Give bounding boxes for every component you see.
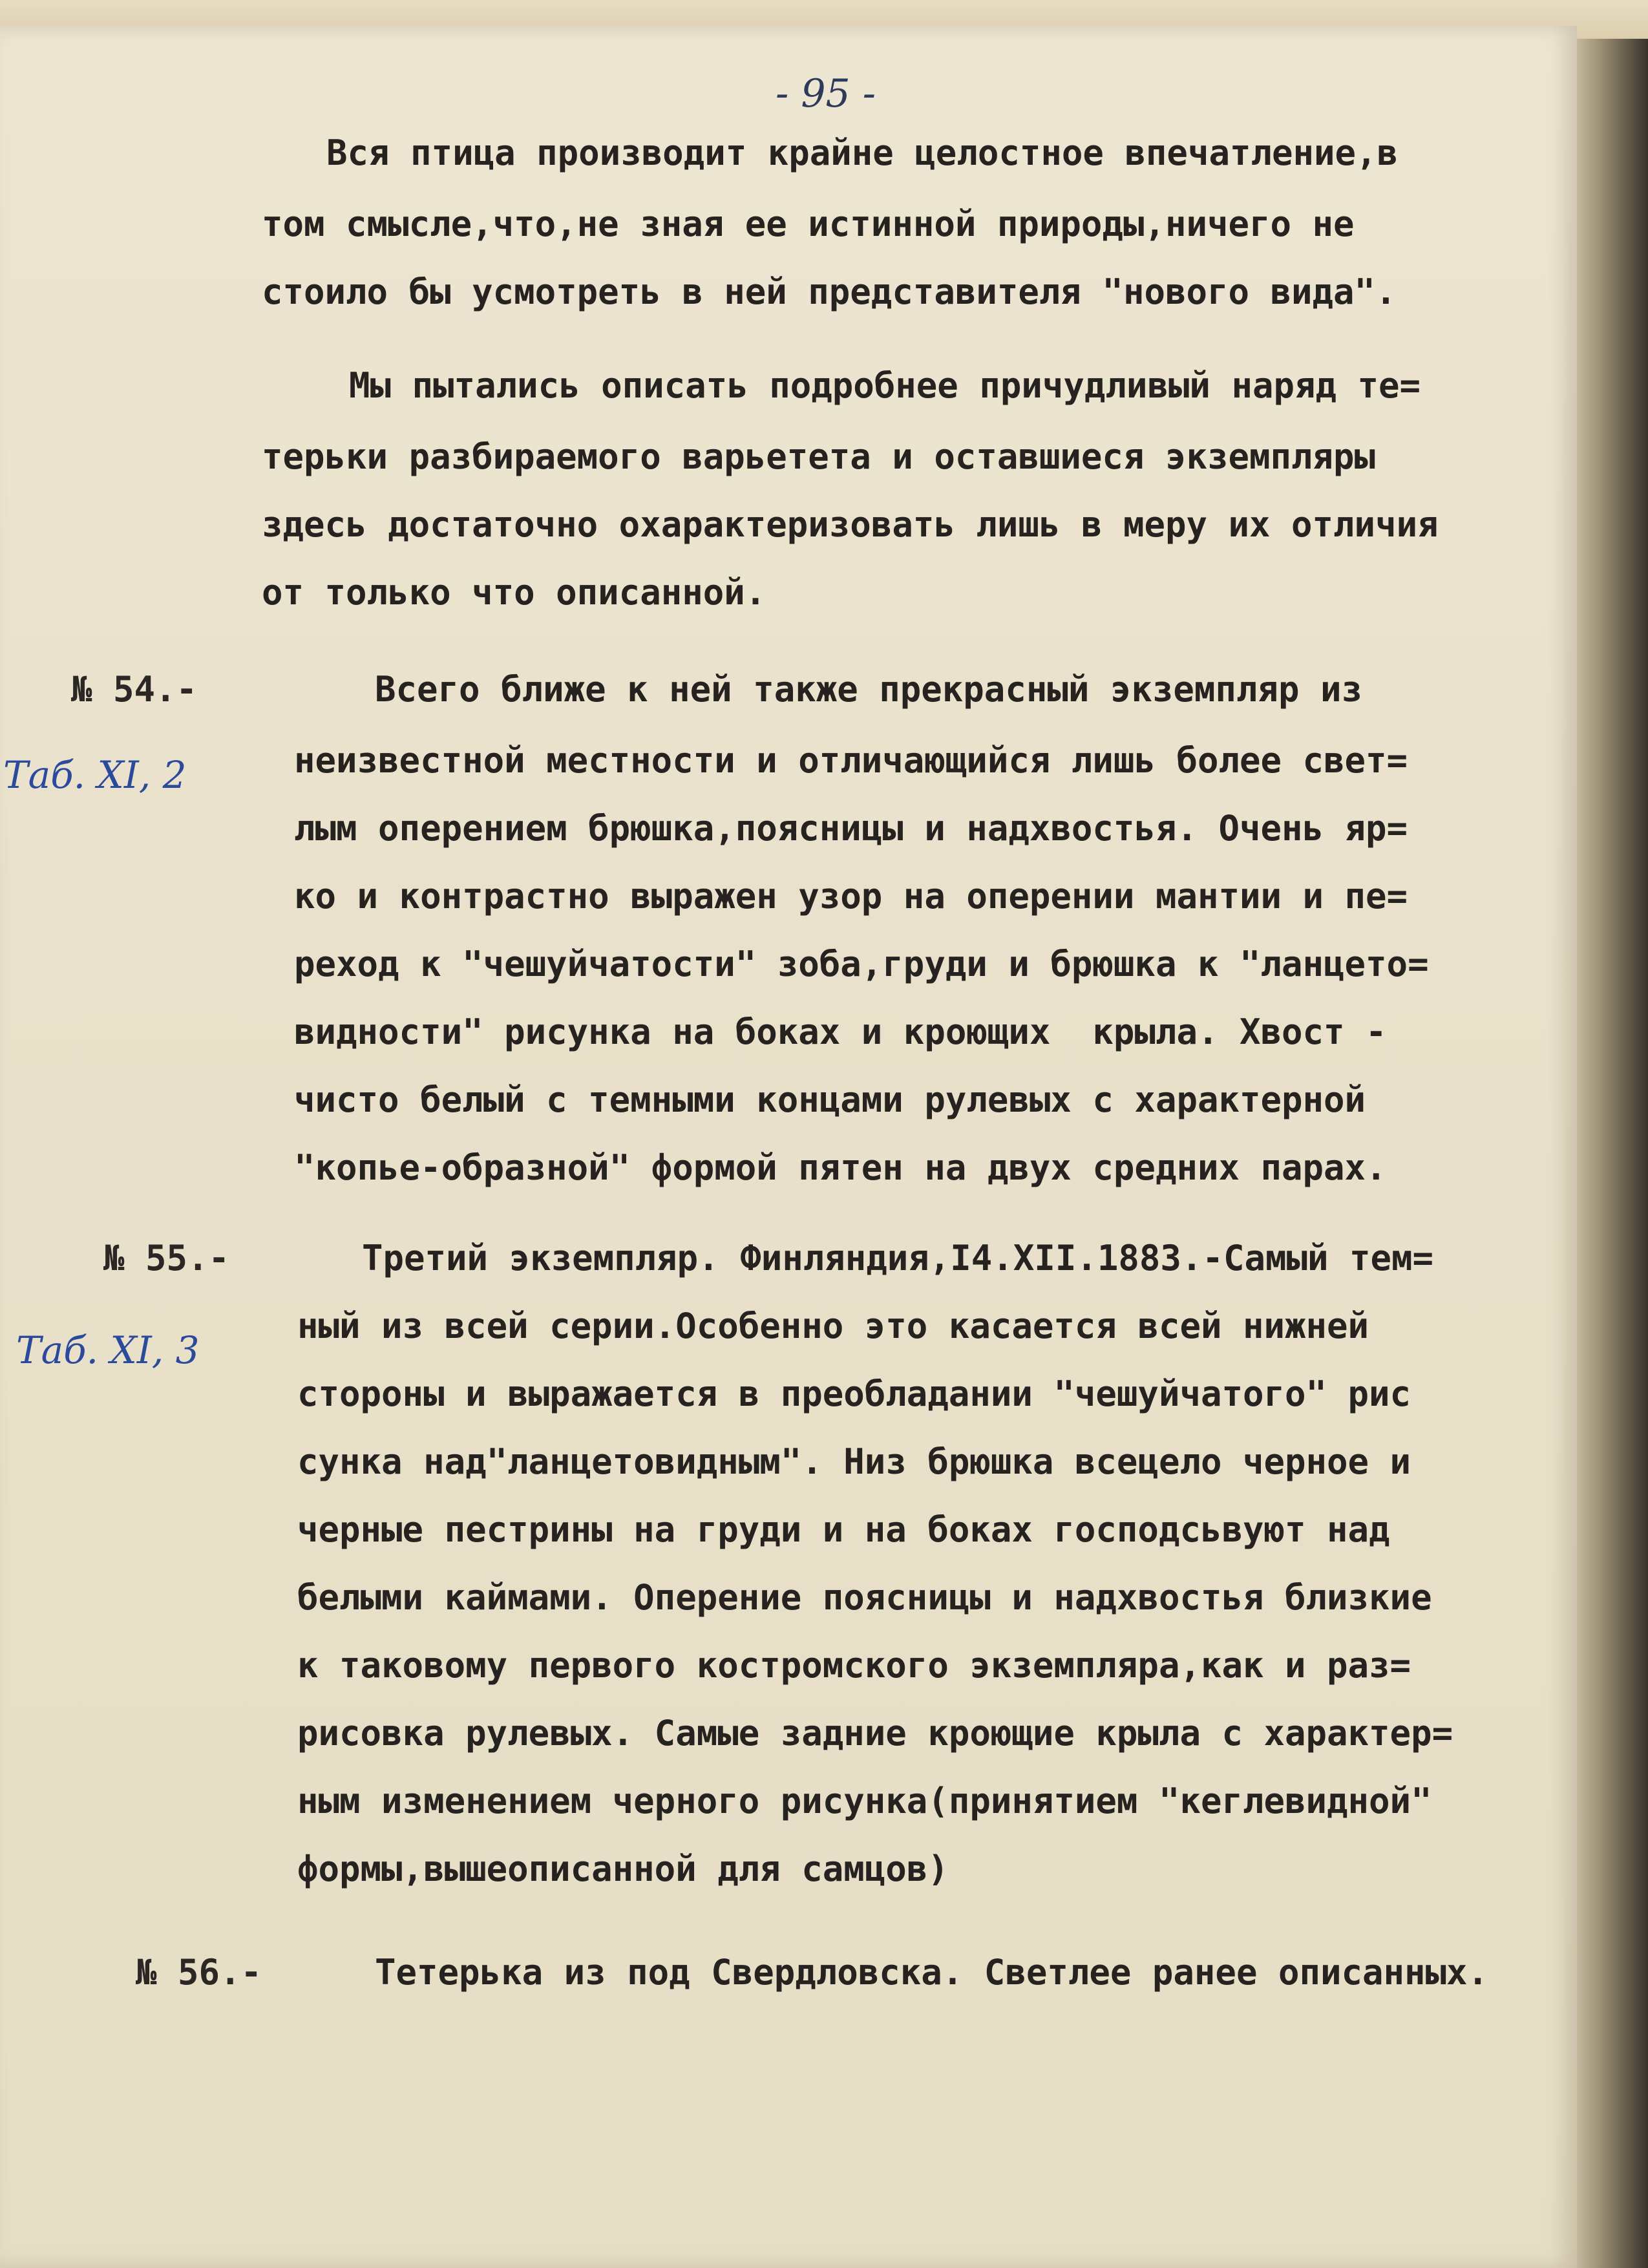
text-line: "копье-образной" формой пятен на двух средних парах.	[294, 1147, 1387, 1188]
text-line: видности" рисунка на боках и кроющих крыла. Хвост -	[294, 1012, 1387, 1052]
text-line: от только что описанной.	[262, 572, 766, 613]
text-line: Тетерька из под Свердловска. Светлее ранее описанных.	[375, 1952, 1489, 1993]
text-line: реход к "чешуйчатости" зоба,груди и брюшка к "ланцето=	[294, 944, 1429, 984]
text-line: рисовка рулевых. Самые задние кроющие крыла с характер=	[297, 1713, 1453, 1754]
text-line: ко и контрастно выражен узор на оперении мантии и пе=	[294, 876, 1408, 917]
text-line: Всего ближе к ней также прекрасный экземпляр из	[375, 669, 1363, 710]
text-line: неизвестной местности и отличающийся лишь более свет=	[294, 740, 1408, 781]
text-line: стоило бы усмотреть в ней представителя "нового вида".	[262, 271, 1397, 312]
binding-edge	[1570, 39, 1648, 2268]
text-line: ным изменением черного рисунка(принятием "кеглевидной"	[297, 1781, 1432, 1821]
text-line: том смысле,что,не зная ее истинной природы,ничего не	[262, 204, 1355, 244]
document-page	[0, 26, 1577, 2268]
text-line: стороны и выражается в преобладании "чешуйчатого" рис	[297, 1373, 1411, 1414]
text-line: сунка над"ланцетовидным". Низ брюшка всецело черное и	[297, 1441, 1411, 1482]
table-reference-annotation: Таб. XI, 3	[16, 1328, 200, 1372]
text-line: формы,вышеописанной для самцов)	[297, 1849, 949, 1889]
text-line: лым оперением брюшка,поясницы и надхвостья. Очень яр=	[294, 808, 1408, 849]
text-line: к таковому первого костромского экземпляра,как и раз=	[297, 1645, 1411, 1686]
specimen-number: № 54.-	[71, 669, 198, 710]
text-line: черные пестрины на груди и на боках господсьвуют над	[297, 1509, 1390, 1550]
text-line: терьки разбираемого варьетета и оставшиеся экземпляры	[262, 436, 1376, 477]
table-reference-annotation: Таб. XI, 2	[3, 753, 187, 797]
text-line: Третий экземпляр. Финляндия,I4.XII.1883.-Самый тем=	[362, 1238, 1434, 1278]
page-number: - 95 -	[776, 71, 876, 116]
text-line: чисто белый с темными концами рулевых с характерной	[294, 1079, 1366, 1120]
text-line: здесь достаточно охарактеризовать лишь в меру их отличия	[262, 504, 1439, 545]
text-line: ный из всей серии.Особенно это касается всей нижней	[297, 1306, 1369, 1346]
text-line: Вся птица производит крайне целостное впечатление,в	[326, 132, 1399, 173]
text-line: Мы пытались описать подробнее причудливый наряд те=	[349, 365, 1421, 406]
specimen-number: № 56.-	[136, 1952, 262, 1993]
specimen-number: № 55.-	[103, 1238, 230, 1278]
text-line: белыми каймами. Оперение поясницы и надхвостья близкие	[297, 1577, 1432, 1618]
